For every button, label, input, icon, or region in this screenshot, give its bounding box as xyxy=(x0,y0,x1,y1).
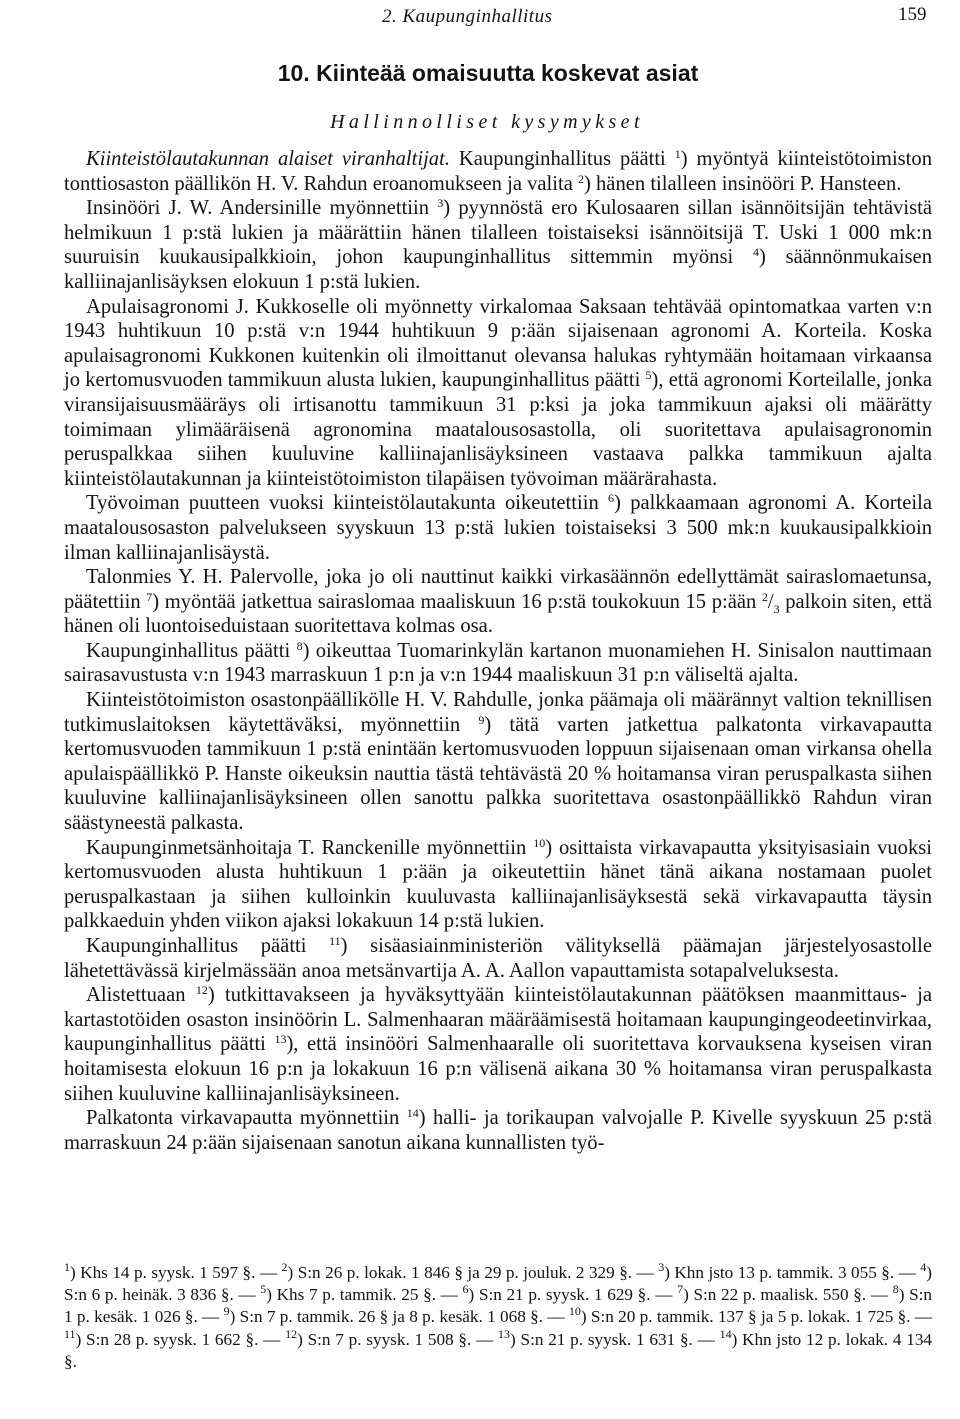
text-run: ) S:n 28 p. syysk. 1 662 §. — xyxy=(75,1329,286,1349)
footnote-marker: 14 xyxy=(719,1326,732,1341)
footnote-marker: 2 xyxy=(281,1260,288,1274)
text-run: ) hänen tilalleen insinööri P. Hansteen. xyxy=(584,172,902,195)
text-run: ) S:n 26 p. lokak. 1 846 § ja 29 p. jouluk. 2 329 §. — xyxy=(287,1263,659,1282)
footnote-marker: 6 xyxy=(608,491,615,506)
footnote-marker: 4 xyxy=(752,245,759,260)
text-run: Insinööri J. W. Andersinille myönnettiin xyxy=(86,197,438,220)
paragraph xyxy=(64,688,932,836)
text-run: ) palkkaamaan agronomi A. Korteila maatalousosaston palvelukseen syyskuun 13 p:stä lukien toistaiseksi 3 500 mk:n kuukausipalkkioin ilman kalliinajanlisäystä. xyxy=(64,492,932,564)
footnote-marker: 8 xyxy=(892,1282,899,1297)
footnote-marker: 2 xyxy=(761,589,768,604)
paragraph xyxy=(64,491,932,565)
footnote-marker: 6 xyxy=(462,1282,469,1297)
text-run: Talonmies Y. H. Palervolle, joka jo oli nauttinut kaikki virkasäännön edellyttämät sairaslomaetunsa, päätettiin xyxy=(64,566,932,613)
text-run: ) S:n 1 p. kesäk. 1 026 §. — xyxy=(64,1285,932,1327)
footnote-marker: 9 xyxy=(223,1304,230,1319)
footnote-marker: 9 xyxy=(478,712,485,727)
footnote-marker: 14 xyxy=(406,1106,419,1121)
footnote-marker: 7 xyxy=(677,1282,684,1297)
text-run: Kaupunginhallitus päätti xyxy=(449,148,675,170)
text-run: ) Khs 14 p. syysk. 1 597 §. — xyxy=(70,1263,282,1282)
footnote-marker: 1 xyxy=(674,147,681,161)
footnote-marker: 11 xyxy=(329,934,341,948)
text-run: ) S:n 7 p. tammik. 26 § ja 8 p. kesäk. 1 068 §. — xyxy=(229,1307,569,1327)
footnote-marker: 4 xyxy=(920,1260,927,1274)
footnote-marker: 7 xyxy=(146,589,153,604)
text-run: ) säännönmukaisen kalliinajanlisäyksen elokuun 1 p:stä lukien. xyxy=(64,246,932,293)
footnote-marker: 10 xyxy=(533,835,546,850)
paragraph xyxy=(64,1106,932,1155)
text-run: ) S:n 20 p. tammik. 137 § ja 5 p. lokak. 1 725 §. — xyxy=(580,1307,933,1327)
text-run: ) tätä varten jatkettua palkatonta virkavapautta kertomusvuoden tammikuun 1 p:stä enintään kertomusvuoden loppuun sijaisenaan oman virkansa ohella apulaispäällikkö P. Hanste oikeuksin nauttia tästä tehtävästä 20 % hoitamansa viran peruspalkasta siihen kuuluvine kalliinajanlisäyksineen ollen sanottu palkka suoritettava osastonpäällikkö Rahdun viran säästyneestä palkasta. xyxy=(64,713,932,835)
footnote-marker: 1 xyxy=(64,1260,70,1274)
footnote-marker: 2 xyxy=(578,171,584,186)
text-run: ) myöntää jatkettua sairaslomaa maaliskuun 16 p:stä toukokuun 15 p:ään xyxy=(152,590,762,613)
fraction-denominator: 3 xyxy=(773,601,780,616)
paragraph xyxy=(64,295,932,492)
text-run: Palkatonta virkavapautta myönnettiin xyxy=(86,1107,407,1130)
text-run: ) S:n 7 p. syysk. 1 508 §. — xyxy=(297,1329,499,1349)
text-run: ) halli- ja torikaupan valvojalle P. Kivelle syyskuun 25 p:stä marraskuun 24 p:ään sijaisenaan sanotun aikana kunnallisten työ- xyxy=(64,1107,932,1154)
footnote-marker: 12 xyxy=(195,983,208,998)
paragraph xyxy=(64,565,932,639)
text-run: ) tutkittavakseen ja hyväksyttyään kiinteistölautakunnan päätöksen maanmittaus- ja kartastotöiden osaston insinöörin L. Salmenhaaran määräämisestä hoitamaan kaupungingeodeetinvirkaa, kaupunginhallitus päätti xyxy=(64,984,932,1056)
text-run: ) S:n 21 p. syysk. 1 631 §. — xyxy=(510,1329,720,1349)
text-run: / xyxy=(767,590,774,613)
text-run: Apulaisagronomi J. Kukkoselle oli myönnetty virkalomaa Saksaan tehtävää opintomatkaa varten v:n 1943 huhtikuun 10 p:stä v:n 1944 huhtikuun 9 p:ään sijaisenaan agronomi A. Korteila. Koska apulaisagronomi Kukkonen kuitenkin oli ilmoittanut olevansa halukas ryhtymään hoitamaan virkaansa jo kertomusvuoden tammikuun alusta lukien, kaupunginhallitus päätti xyxy=(64,295,932,392)
text-run: ) Khs 7 p. tammik. 25 §. — xyxy=(266,1285,463,1305)
text-run: ), että agronomi Korteilalle, jonka viransijaisuusmääräys oli irtisanottu tammikuun 31 p:ksi ja joka tammikuun ajaksi oli määrätty toimimaan ylimääräisenä agronomina maatalousosastolla, oli suoritettava apulaisagronomin peruspalkkaa siihen kuuluvine kalliinajanlisäyksineen vastaava palkka tammikuun ajalta kiinteistölautakunnan ja kiinteistötoimiston tilapäisen työvoiman määrärahasta. xyxy=(64,369,932,490)
footnote-marker: 10 xyxy=(568,1304,581,1319)
text-run: Kaupunginhallitus päätti xyxy=(86,935,330,957)
section-title: 10. Kiinteää omaisuutta koskevat asiat xyxy=(277,60,699,86)
footnote-marker: 3 xyxy=(437,196,444,211)
footnote-marker: 11 xyxy=(64,1326,76,1341)
paragraph xyxy=(64,639,932,688)
footnote-marker: 12 xyxy=(285,1326,298,1341)
text-run: palkoin siten, että hänen oli luontoiseduistaan suoritettava kolmas osa. xyxy=(64,590,932,638)
paragraph xyxy=(64,934,932,983)
footnote-marker: 13 xyxy=(498,1326,511,1341)
text-run: ) S:n 6 p. heinäk. 3 836 §. — xyxy=(64,1263,933,1305)
page-number: 159 xyxy=(898,4,927,25)
running-head: 2. Kaupunginhallitus xyxy=(382,6,553,27)
footnote-marker: 5 xyxy=(645,368,652,383)
paragraph xyxy=(64,147,932,196)
text-run: ) sisäasiainministeriön välityksellä päämajan järjestelyosastolle lähetettävässä kirjelmässään anoa metsänvartija A. A. Aallon vapauttamista sotapalveluksesta. xyxy=(64,935,932,982)
text-run: ) osittaista virkavapautta yksityisasiain vuoksi kertomusvuoden alusta huhtikuun 1 p:ään ja oikeutettiin hänet tänä aikana nostamaan puolet peruspalkastaan ja siihen kulloinkin kuuluvasta kalliinajanlisäyksestä sekä virkavapautta täysin palkkaeduin yhden viikon ajaksi lokakuun 14 p:stä lukien. xyxy=(64,836,932,933)
text-run: Kaupunginmetsänhoitaja T. Ranckenille myönnettiin xyxy=(86,836,534,859)
text-run: ) Khn jsto 12 p. lokak. 4 134 §. xyxy=(64,1329,933,1371)
paragraph-lead-in: Kiinteistölautakunnan alaiset viranhaltijat. xyxy=(86,148,450,170)
footnote-marker: 3 xyxy=(658,1260,665,1274)
text-run: ) pyynnöstä ero Kulosaaren sillan isännöitsijän tehtävistä helmikuun 1 p:stä lukien ja määrättiin hänen tilalleen toistaiseksi isännöitsijä T. Uski 1 000 mk:n suuruisin kuukausipalkkioin, johon kaupunginhallitus sittemmin myönsi xyxy=(64,197,932,269)
footnote-marker: 8 xyxy=(296,638,303,653)
text-run: Työvoiman puutteen vuoksi kiinteistölautakunta oikeutettiin xyxy=(86,492,609,515)
paragraph xyxy=(64,836,932,934)
text-run: Alistettuaan xyxy=(86,984,196,1007)
text-run: Kiinteistötoimiston osastonpäällikölle H. V. Rahdulle, jonka päämaja oli määrännyt valtion teknillisen tutkimuslaitoksen käytettäväksi, myönnettiin xyxy=(64,689,932,736)
text-run: ) S:n 22 p. maalisk. 550 §. — xyxy=(683,1285,893,1305)
text-run: ) S:n 21 p. syysk. 1 629 §. — xyxy=(468,1285,678,1305)
subsection-title: Hallinnolliset kysymykset xyxy=(330,111,644,133)
body-text xyxy=(64,147,932,1155)
paragraph xyxy=(64,196,932,294)
paragraph xyxy=(64,983,932,1106)
text-run: ) myöntyä kiinteistötoimiston tonttiosaston päällikön H. V. Rahdun eroanomukseen ja valita xyxy=(64,148,932,195)
footnote-marker: 5 xyxy=(260,1282,267,1297)
text-run: ) Khn jsto 13 p. tammik. 3 055 §. — xyxy=(664,1263,921,1282)
footnote-marker: 13 xyxy=(274,1032,287,1047)
text-run: ) oikeuttaa Tuomarinkylän kartanon muonamiehen H. Sinisalon nauttimaan sairasavustusta v:n 1943 marraskuun 1 p:n ja v:n 1944 maaliskuun 31 p:n väliseltä ajalta. xyxy=(64,639,932,687)
text-run: ), että insinööri Salmenhaaralle oli suoritettava korvauksena kyseisen viran hoitamisesta elokuun 16 p:n ja lokakuun 16 p:n välisenä aikana 30 % hoitamansa viran peruspalkasta siihen kuuluvine kalliinajanlisäyksineen. xyxy=(64,1033,932,1105)
footnotes xyxy=(64,1262,932,1373)
text-run: Kaupunginhallitus päätti xyxy=(86,639,297,662)
